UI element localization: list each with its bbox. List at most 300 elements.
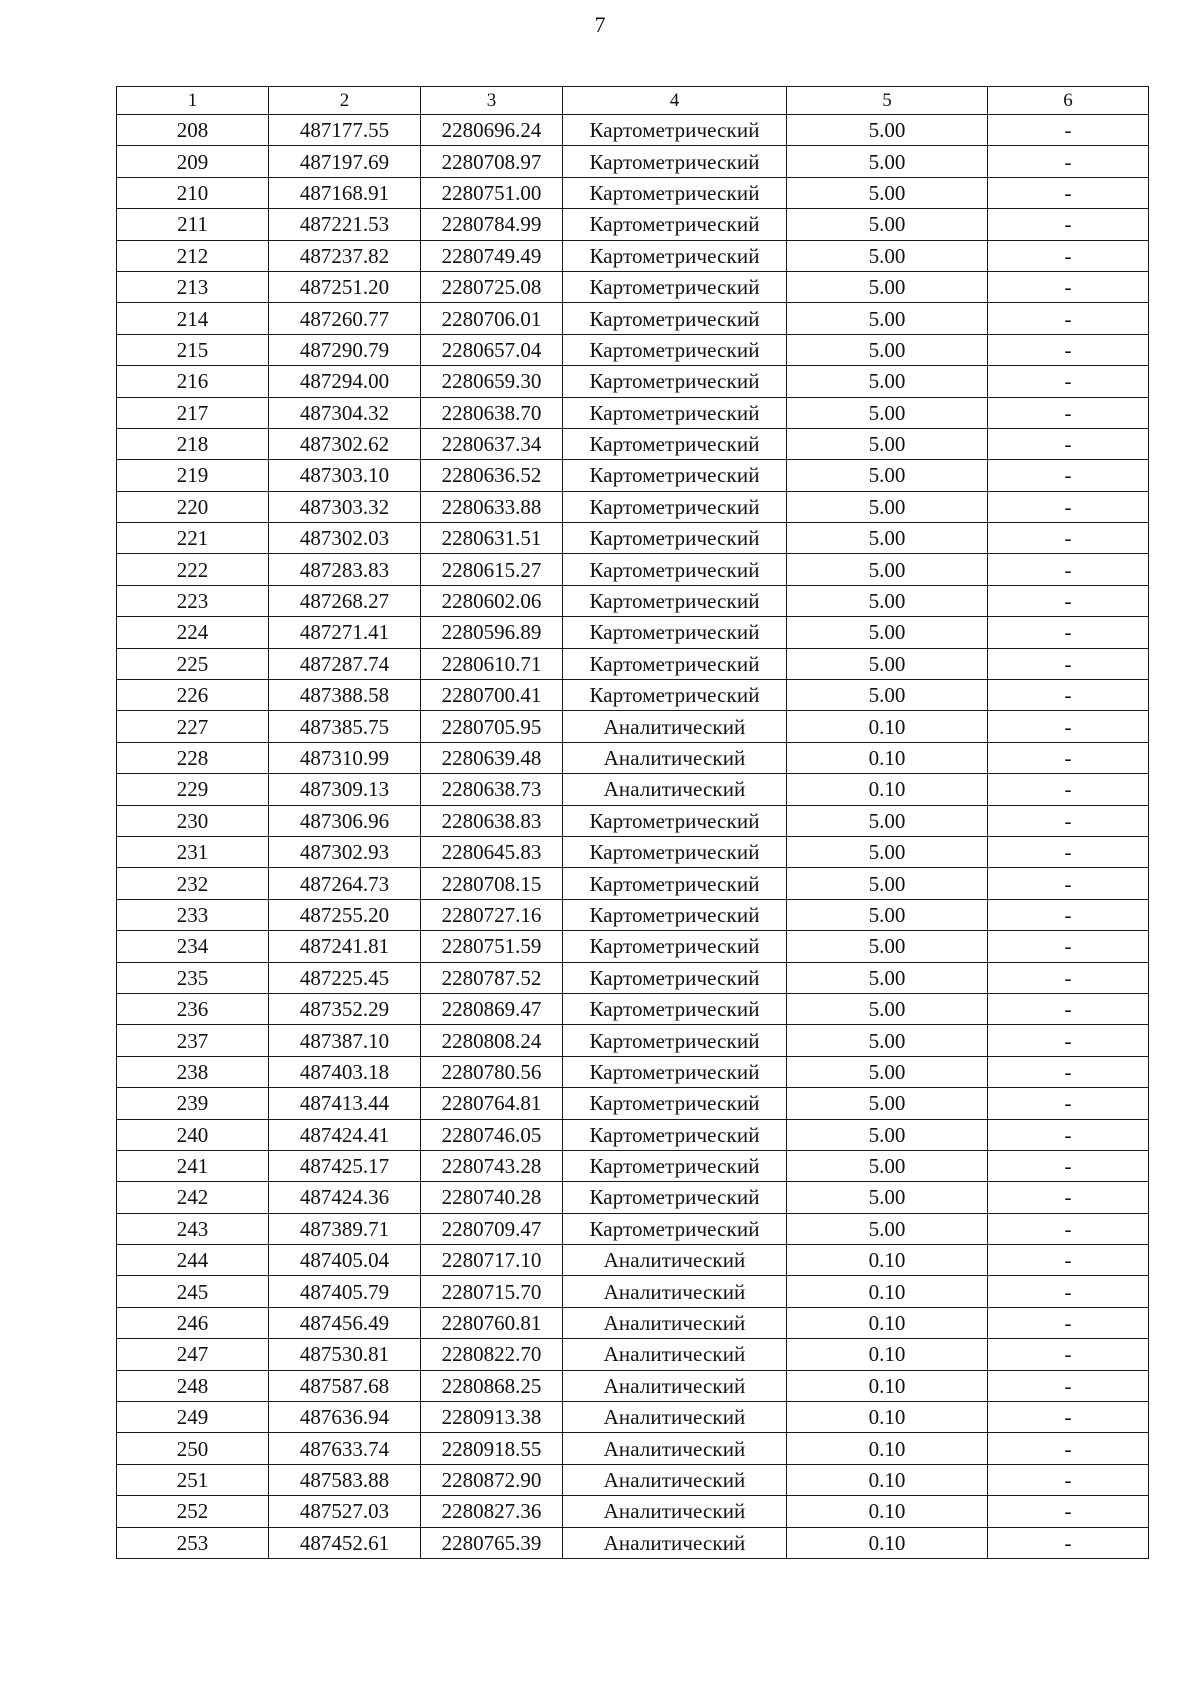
table-row xyxy=(117,1433,1149,1464)
point-number-cell: 250 xyxy=(117,1433,269,1464)
x-coordinate-cell: 487302.93 xyxy=(269,836,421,867)
point-number-cell: 217 xyxy=(117,397,269,428)
method-cell: Картометрический xyxy=(563,585,787,616)
point-number-cell: 245 xyxy=(117,1276,269,1307)
x-coordinate-cell: 487303.10 xyxy=(269,460,421,491)
note-cell: - xyxy=(988,1056,1149,1087)
method-cell: Картометрический xyxy=(563,177,787,208)
note-cell: - xyxy=(988,680,1149,711)
x-coordinate-cell: 487424.36 xyxy=(269,1182,421,1213)
accuracy-cell: 0.10 xyxy=(787,1496,988,1527)
point-number-cell: 234 xyxy=(117,931,269,962)
x-coordinate-cell: 487177.55 xyxy=(269,115,421,146)
accuracy-cell: 0.10 xyxy=(787,1339,988,1370)
note-cell: - xyxy=(988,240,1149,271)
y-coordinate-cell: 2280743.28 xyxy=(421,1150,563,1181)
accuracy-cell: 0.10 xyxy=(787,711,988,742)
y-coordinate-cell: 2280725.08 xyxy=(421,271,563,302)
note-cell: - xyxy=(988,1307,1149,1338)
accuracy-cell: 5.00 xyxy=(787,899,988,930)
point-number-cell: 213 xyxy=(117,271,269,302)
accuracy-cell: 5.00 xyxy=(787,177,988,208)
note-cell: - xyxy=(988,334,1149,365)
table-row xyxy=(117,303,1149,334)
table-row xyxy=(117,680,1149,711)
table-row xyxy=(117,1370,1149,1401)
y-coordinate-cell: 2280751.00 xyxy=(421,177,563,208)
note-cell: - xyxy=(988,1433,1149,1464)
point-number-cell: 221 xyxy=(117,523,269,554)
point-number-cell: 223 xyxy=(117,585,269,616)
x-coordinate-cell: 487403.18 xyxy=(269,1056,421,1087)
note-cell: - xyxy=(988,460,1149,491)
method-cell: Картометрический xyxy=(563,680,787,711)
method-cell: Картометрический xyxy=(563,1025,787,1056)
y-coordinate-cell: 2280633.88 xyxy=(421,491,563,522)
table-row xyxy=(117,1182,1149,1213)
point-number-cell: 208 xyxy=(117,115,269,146)
note-cell: - xyxy=(988,1527,1149,1558)
y-coordinate-cell: 2280740.28 xyxy=(421,1182,563,1213)
point-number-cell: 224 xyxy=(117,617,269,648)
note-cell: - xyxy=(988,523,1149,554)
table-row xyxy=(117,617,1149,648)
accuracy-cell: 5.00 xyxy=(787,146,988,177)
accuracy-cell: 5.00 xyxy=(787,397,988,428)
table-row xyxy=(117,177,1149,208)
y-coordinate-cell: 2280610.71 xyxy=(421,648,563,679)
method-cell: Картометрический xyxy=(563,805,787,836)
accuracy-cell: 5.00 xyxy=(787,962,988,993)
table-row xyxy=(117,334,1149,365)
note-cell: - xyxy=(988,1150,1149,1181)
y-coordinate-cell: 2280636.52 xyxy=(421,460,563,491)
point-number-cell: 222 xyxy=(117,554,269,585)
x-coordinate-cell: 487251.20 xyxy=(269,271,421,302)
y-coordinate-cell: 2280868.25 xyxy=(421,1370,563,1401)
x-coordinate-cell: 487290.79 xyxy=(269,334,421,365)
note-cell: - xyxy=(988,931,1149,962)
note-cell: - xyxy=(988,1025,1149,1056)
coordinates-table xyxy=(116,86,1149,1559)
table-row xyxy=(117,397,1149,428)
point-number-cell: 241 xyxy=(117,1150,269,1181)
method-cell: Аналитический xyxy=(563,1245,787,1276)
method-cell: Аналитический xyxy=(563,1339,787,1370)
y-coordinate-cell: 2280700.41 xyxy=(421,680,563,711)
table-row xyxy=(117,931,1149,962)
column-header-5: 5 xyxy=(787,87,988,115)
table-row xyxy=(117,868,1149,899)
note-cell: - xyxy=(988,1370,1149,1401)
y-coordinate-cell: 2280808.24 xyxy=(421,1025,563,1056)
note-cell: - xyxy=(988,1119,1149,1150)
method-cell: Картометрический xyxy=(563,1056,787,1087)
note-cell: - xyxy=(988,1213,1149,1244)
column-header-2: 2 xyxy=(269,87,421,115)
method-cell: Картометрический xyxy=(563,648,787,679)
y-coordinate-cell: 2280746.05 xyxy=(421,1119,563,1150)
y-coordinate-cell: 2280869.47 xyxy=(421,993,563,1024)
x-coordinate-cell: 487304.32 xyxy=(269,397,421,428)
x-coordinate-cell: 487302.03 xyxy=(269,523,421,554)
note-cell: - xyxy=(988,993,1149,1024)
method-cell: Картометрический xyxy=(563,303,787,334)
point-number-cell: 209 xyxy=(117,146,269,177)
note-cell: - xyxy=(988,1402,1149,1433)
x-coordinate-cell: 487456.49 xyxy=(269,1307,421,1338)
accuracy-cell: 5.00 xyxy=(787,1056,988,1087)
point-number-cell: 218 xyxy=(117,428,269,459)
method-cell: Картометрический xyxy=(563,931,787,962)
accuracy-cell: 5.00 xyxy=(787,523,988,554)
method-cell: Картометрический xyxy=(563,209,787,240)
x-coordinate-cell: 487530.81 xyxy=(269,1339,421,1370)
table-row xyxy=(117,774,1149,805)
y-coordinate-cell: 2280615.27 xyxy=(421,554,563,585)
method-cell: Картометрический xyxy=(563,617,787,648)
x-coordinate-cell: 487268.27 xyxy=(269,585,421,616)
note-cell: - xyxy=(988,1496,1149,1527)
point-number-cell: 228 xyxy=(117,742,269,773)
y-coordinate-cell: 2280717.10 xyxy=(421,1245,563,1276)
method-cell: Картометрический xyxy=(563,868,787,899)
x-coordinate-cell: 487302.62 xyxy=(269,428,421,459)
accuracy-cell: 5.00 xyxy=(787,1088,988,1119)
x-coordinate-cell: 487405.79 xyxy=(269,1276,421,1307)
method-cell: Аналитический xyxy=(563,774,787,805)
method-cell: Аналитический xyxy=(563,742,787,773)
accuracy-cell: 0.10 xyxy=(787,1464,988,1495)
note-cell: - xyxy=(988,428,1149,459)
method-cell: Картометрический xyxy=(563,899,787,930)
method-cell: Картометрический xyxy=(563,554,787,585)
table-row xyxy=(117,1245,1149,1276)
point-number-cell: 242 xyxy=(117,1182,269,1213)
table-row xyxy=(117,585,1149,616)
x-coordinate-cell: 487237.82 xyxy=(269,240,421,271)
y-coordinate-cell: 2280645.83 xyxy=(421,836,563,867)
point-number-cell: 210 xyxy=(117,177,269,208)
accuracy-cell: 5.00 xyxy=(787,993,988,1024)
note-cell: - xyxy=(988,742,1149,773)
note-cell: - xyxy=(988,303,1149,334)
table-row xyxy=(117,115,1149,146)
note-cell: - xyxy=(988,1088,1149,1119)
note-cell: - xyxy=(988,491,1149,522)
x-coordinate-cell: 487425.17 xyxy=(269,1150,421,1181)
accuracy-cell: 5.00 xyxy=(787,303,988,334)
method-cell: Картометрический xyxy=(563,962,787,993)
x-coordinate-cell: 487306.96 xyxy=(269,805,421,836)
method-cell: Аналитический xyxy=(563,1464,787,1495)
accuracy-cell: 0.10 xyxy=(787,774,988,805)
table-row xyxy=(117,1496,1149,1527)
accuracy-cell: 0.10 xyxy=(787,1370,988,1401)
x-coordinate-cell: 487271.41 xyxy=(269,617,421,648)
method-cell: Аналитический xyxy=(563,1527,787,1558)
accuracy-cell: 0.10 xyxy=(787,1527,988,1558)
method-cell: Аналитический xyxy=(563,1307,787,1338)
x-coordinate-cell: 487636.94 xyxy=(269,1402,421,1433)
method-cell: Картометрический xyxy=(563,397,787,428)
x-coordinate-cell: 487241.81 xyxy=(269,931,421,962)
x-coordinate-cell: 487309.13 xyxy=(269,774,421,805)
method-cell: Картометрический xyxy=(563,836,787,867)
method-cell: Картометрический xyxy=(563,271,787,302)
accuracy-cell: 5.00 xyxy=(787,366,988,397)
x-coordinate-cell: 487255.20 xyxy=(269,899,421,930)
x-coordinate-cell: 487225.45 xyxy=(269,962,421,993)
note-cell: - xyxy=(988,585,1149,616)
method-cell: Картометрический xyxy=(563,366,787,397)
x-coordinate-cell: 487294.00 xyxy=(269,366,421,397)
method-cell: Аналитический xyxy=(563,1402,787,1433)
point-number-cell: 253 xyxy=(117,1527,269,1558)
accuracy-cell: 5.00 xyxy=(787,428,988,459)
table-row xyxy=(117,491,1149,522)
accuracy-cell: 5.00 xyxy=(787,554,988,585)
point-number-cell: 231 xyxy=(117,836,269,867)
x-coordinate-cell: 487260.77 xyxy=(269,303,421,334)
accuracy-cell: 5.00 xyxy=(787,240,988,271)
note-cell: - xyxy=(988,115,1149,146)
point-number-cell: 251 xyxy=(117,1464,269,1495)
table-row xyxy=(117,1339,1149,1370)
y-coordinate-cell: 2280659.30 xyxy=(421,366,563,397)
note-cell: - xyxy=(988,209,1149,240)
accuracy-cell: 5.00 xyxy=(787,585,988,616)
accuracy-cell: 5.00 xyxy=(787,271,988,302)
table-row xyxy=(117,648,1149,679)
accuracy-cell: 5.00 xyxy=(787,115,988,146)
note-cell: - xyxy=(988,146,1149,177)
accuracy-cell: 0.10 xyxy=(787,1245,988,1276)
y-coordinate-cell: 2280638.70 xyxy=(421,397,563,428)
table-row xyxy=(117,271,1149,302)
x-coordinate-cell: 487264.73 xyxy=(269,868,421,899)
x-coordinate-cell: 487587.68 xyxy=(269,1370,421,1401)
note-cell: - xyxy=(988,805,1149,836)
y-coordinate-cell: 2280765.39 xyxy=(421,1527,563,1558)
x-coordinate-cell: 487352.29 xyxy=(269,993,421,1024)
accuracy-cell: 5.00 xyxy=(787,491,988,522)
coordinates-table-body xyxy=(117,87,1149,1559)
note-cell: - xyxy=(988,271,1149,302)
point-number-cell: 247 xyxy=(117,1339,269,1370)
table-row xyxy=(117,428,1149,459)
accuracy-cell: 5.00 xyxy=(787,1182,988,1213)
y-coordinate-cell: 2280696.24 xyxy=(421,115,563,146)
y-coordinate-cell: 2280657.04 xyxy=(421,334,563,365)
accuracy-cell: 5.00 xyxy=(787,931,988,962)
note-cell: - xyxy=(988,1464,1149,1495)
method-cell: Картометрический xyxy=(563,1088,787,1119)
accuracy-cell: 0.10 xyxy=(787,1276,988,1307)
method-cell: Картометрический xyxy=(563,428,787,459)
method-cell: Картометрический xyxy=(563,334,787,365)
table-header-row xyxy=(117,87,1149,115)
accuracy-cell: 0.10 xyxy=(787,1307,988,1338)
column-header-1: 1 xyxy=(117,87,269,115)
page-number: 7 xyxy=(594,12,606,37)
x-coordinate-cell: 487197.69 xyxy=(269,146,421,177)
accuracy-cell: 5.00 xyxy=(787,836,988,867)
y-coordinate-cell: 2280784.99 xyxy=(421,209,563,240)
table-row xyxy=(117,1464,1149,1495)
table-row xyxy=(117,240,1149,271)
table-row xyxy=(117,1088,1149,1119)
point-number-cell: 235 xyxy=(117,962,269,993)
accuracy-cell: 5.00 xyxy=(787,805,988,836)
table-row xyxy=(117,209,1149,240)
table-row xyxy=(117,711,1149,742)
x-coordinate-cell: 487452.61 xyxy=(269,1527,421,1558)
y-coordinate-cell: 2280913.38 xyxy=(421,1402,563,1433)
x-coordinate-cell: 487424.41 xyxy=(269,1119,421,1150)
table-row xyxy=(117,836,1149,867)
point-number-cell: 220 xyxy=(117,491,269,522)
note-cell: - xyxy=(988,962,1149,993)
point-number-cell: 212 xyxy=(117,240,269,271)
x-coordinate-cell: 487583.88 xyxy=(269,1464,421,1495)
point-number-cell: 226 xyxy=(117,680,269,711)
note-cell: - xyxy=(988,1182,1149,1213)
method-cell: Картометрический xyxy=(563,240,787,271)
table-row xyxy=(117,993,1149,1024)
y-coordinate-cell: 2280780.56 xyxy=(421,1056,563,1087)
point-number-cell: 252 xyxy=(117,1496,269,1527)
note-cell: - xyxy=(988,1245,1149,1276)
point-number-cell: 239 xyxy=(117,1088,269,1119)
table-row xyxy=(117,1119,1149,1150)
table-row xyxy=(117,742,1149,773)
accuracy-cell: 5.00 xyxy=(787,1150,988,1181)
accuracy-cell: 5.00 xyxy=(787,680,988,711)
column-header-4: 4 xyxy=(563,87,787,115)
accuracy-cell: 5.00 xyxy=(787,209,988,240)
x-coordinate-cell: 487527.03 xyxy=(269,1496,421,1527)
point-number-cell: 243 xyxy=(117,1213,269,1244)
accuracy-cell: 5.00 xyxy=(787,334,988,365)
point-number-cell: 229 xyxy=(117,774,269,805)
y-coordinate-cell: 2280827.36 xyxy=(421,1496,563,1527)
table-row xyxy=(117,554,1149,585)
point-number-cell: 215 xyxy=(117,334,269,365)
method-cell: Картометрический xyxy=(563,1150,787,1181)
table-row xyxy=(117,1527,1149,1558)
y-coordinate-cell: 2280638.73 xyxy=(421,774,563,805)
accuracy-cell: 0.10 xyxy=(787,1402,988,1433)
method-cell: Картометрический xyxy=(563,993,787,1024)
table-row xyxy=(117,523,1149,554)
y-coordinate-cell: 2280872.90 xyxy=(421,1464,563,1495)
x-coordinate-cell: 487168.91 xyxy=(269,177,421,208)
method-cell: Картометрический xyxy=(563,1182,787,1213)
x-coordinate-cell: 487388.58 xyxy=(269,680,421,711)
accuracy-cell: 5.00 xyxy=(787,868,988,899)
y-coordinate-cell: 2280638.83 xyxy=(421,805,563,836)
point-number-cell: 246 xyxy=(117,1307,269,1338)
point-number-cell: 214 xyxy=(117,303,269,334)
point-number-cell: 244 xyxy=(117,1245,269,1276)
table-row xyxy=(117,1276,1149,1307)
accuracy-cell: 5.00 xyxy=(787,1213,988,1244)
y-coordinate-cell: 2280751.59 xyxy=(421,931,563,962)
y-coordinate-cell: 2280596.89 xyxy=(421,617,563,648)
note-cell: - xyxy=(988,1339,1149,1370)
y-coordinate-cell: 2280708.15 xyxy=(421,868,563,899)
table-row xyxy=(117,1402,1149,1433)
accuracy-cell: 5.00 xyxy=(787,460,988,491)
table-row xyxy=(117,366,1149,397)
x-coordinate-cell: 487389.71 xyxy=(269,1213,421,1244)
point-number-cell: 233 xyxy=(117,899,269,930)
y-coordinate-cell: 2280760.81 xyxy=(421,1307,563,1338)
note-cell: - xyxy=(988,899,1149,930)
x-coordinate-cell: 487310.99 xyxy=(269,742,421,773)
method-cell: Аналитический xyxy=(563,711,787,742)
x-coordinate-cell: 487405.04 xyxy=(269,1245,421,1276)
y-coordinate-cell: 2280787.52 xyxy=(421,962,563,993)
table-row xyxy=(117,460,1149,491)
y-coordinate-cell: 2280602.06 xyxy=(421,585,563,616)
table-row xyxy=(117,1025,1149,1056)
point-number-cell: 211 xyxy=(117,209,269,240)
accuracy-cell: 5.00 xyxy=(787,1119,988,1150)
method-cell: Картометрический xyxy=(563,460,787,491)
point-number-cell: 238 xyxy=(117,1056,269,1087)
accuracy-cell: 0.10 xyxy=(787,742,988,773)
point-number-cell: 249 xyxy=(117,1402,269,1433)
method-cell: Картометрический xyxy=(563,523,787,554)
table-row xyxy=(117,1150,1149,1181)
y-coordinate-cell: 2280705.95 xyxy=(421,711,563,742)
y-coordinate-cell: 2280709.47 xyxy=(421,1213,563,1244)
y-coordinate-cell: 2280822.70 xyxy=(421,1339,563,1370)
note-cell: - xyxy=(988,774,1149,805)
x-coordinate-cell: 487387.10 xyxy=(269,1025,421,1056)
y-coordinate-cell: 2280706.01 xyxy=(421,303,563,334)
y-coordinate-cell: 2280637.34 xyxy=(421,428,563,459)
method-cell: Картометрический xyxy=(563,1213,787,1244)
column-header-3: 3 xyxy=(421,87,563,115)
table-row xyxy=(117,1307,1149,1338)
note-cell: - xyxy=(988,648,1149,679)
table-row xyxy=(117,962,1149,993)
y-coordinate-cell: 2280727.16 xyxy=(421,899,563,930)
table-row xyxy=(117,899,1149,930)
point-number-cell: 237 xyxy=(117,1025,269,1056)
x-coordinate-cell: 487287.74 xyxy=(269,648,421,679)
y-coordinate-cell: 2280918.55 xyxy=(421,1433,563,1464)
x-coordinate-cell: 487303.32 xyxy=(269,491,421,522)
x-coordinate-cell: 487283.83 xyxy=(269,554,421,585)
accuracy-cell: 5.00 xyxy=(787,617,988,648)
point-number-cell: 232 xyxy=(117,868,269,899)
x-coordinate-cell: 487413.44 xyxy=(269,1088,421,1119)
point-number-cell: 236 xyxy=(117,993,269,1024)
accuracy-cell: 0.10 xyxy=(787,1433,988,1464)
note-cell: - xyxy=(988,1276,1149,1307)
y-coordinate-cell: 2280715.70 xyxy=(421,1276,563,1307)
y-coordinate-cell: 2280639.48 xyxy=(421,742,563,773)
table-row xyxy=(117,1056,1149,1087)
note-cell: - xyxy=(988,397,1149,428)
note-cell: - xyxy=(988,711,1149,742)
x-coordinate-cell: 487385.75 xyxy=(269,711,421,742)
x-coordinate-cell: 487633.74 xyxy=(269,1433,421,1464)
